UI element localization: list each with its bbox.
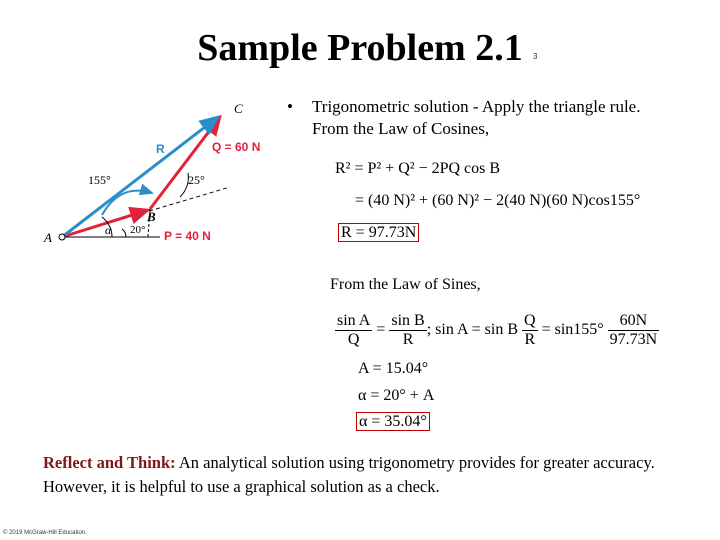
- alpha-result: α = 35.04°: [356, 412, 430, 431]
- sines-mid-text: ; sin A = sin B: [426, 321, 518, 339]
- point-a: [59, 234, 65, 240]
- slide-title: Sample Problem 2.1: [197, 27, 523, 69]
- sines-equation: $\frac{\text{sin A}}{Q}$ = $\frac{\text{sin B}}{R}$ ; sin A = sin B $\frac{Q}{R}$ = sin155° $\frac{60N}{97.73N}$: [337, 312, 658, 348]
- cosines-eq-1: R² = P² + Q² − 2PQ cos B: [335, 160, 501, 177]
- cosines-result: R = 97.73N: [338, 223, 419, 242]
- label-20: 20°: [130, 224, 146, 236]
- a-value: A = 15.04°: [358, 360, 429, 377]
- frac-sinB-R: $\frac{\text{sin B}}{R}$: [391, 312, 425, 348]
- label-a: A: [44, 230, 52, 245]
- sines-eq-text: = sin155°: [541, 321, 604, 339]
- cosines-eq-2: = (40 N)² + (60 N)² − 2(40 N)(60 N)cos155°: [355, 192, 641, 209]
- label-155: 155°: [88, 173, 111, 187]
- sines-heading: From the Law of Sines,: [330, 276, 481, 293]
- reflect-text: An analytical solution using trigonometry provides for greater accuracy. However, it is helpful to use a graphical solution as a check.: [43, 453, 655, 496]
- slide-number: 3: [533, 52, 538, 61]
- frac-sinA-Q: $\frac{\text{sin A}}{Q}$: [337, 312, 371, 348]
- label-b: B: [147, 209, 156, 224]
- label-r: R: [156, 142, 165, 156]
- label-c: C: [234, 101, 243, 116]
- label-alpha: α: [105, 223, 112, 237]
- bullet-dot: •: [287, 97, 293, 116]
- reflect-paragraph: [43, 451, 683, 499]
- reflect-lead: Reflect and Think:: [43, 453, 176, 472]
- frac-values: $\frac{60N}{97.73N}$: [609, 312, 658, 348]
- label-25: 25°: [188, 173, 205, 187]
- label-p: P = 40 N: [164, 229, 211, 243]
- bullet-line-1: Trigonometric solution - Apply the triangle rule.: [312, 97, 641, 116]
- copyright-footer: © 2019 McGraw-Hill Education.: [3, 530, 87, 536]
- bullet-line-2: From the Law of Cosines,: [312, 119, 490, 138]
- alpha-equation: α = 20° + A: [358, 387, 435, 404]
- frac-Q-R: $\frac{Q}{R}$: [524, 312, 536, 348]
- arc-20: [122, 229, 126, 237]
- label-q: Q = 60 N: [212, 140, 261, 154]
- triangle-diagram: [40, 95, 290, 255]
